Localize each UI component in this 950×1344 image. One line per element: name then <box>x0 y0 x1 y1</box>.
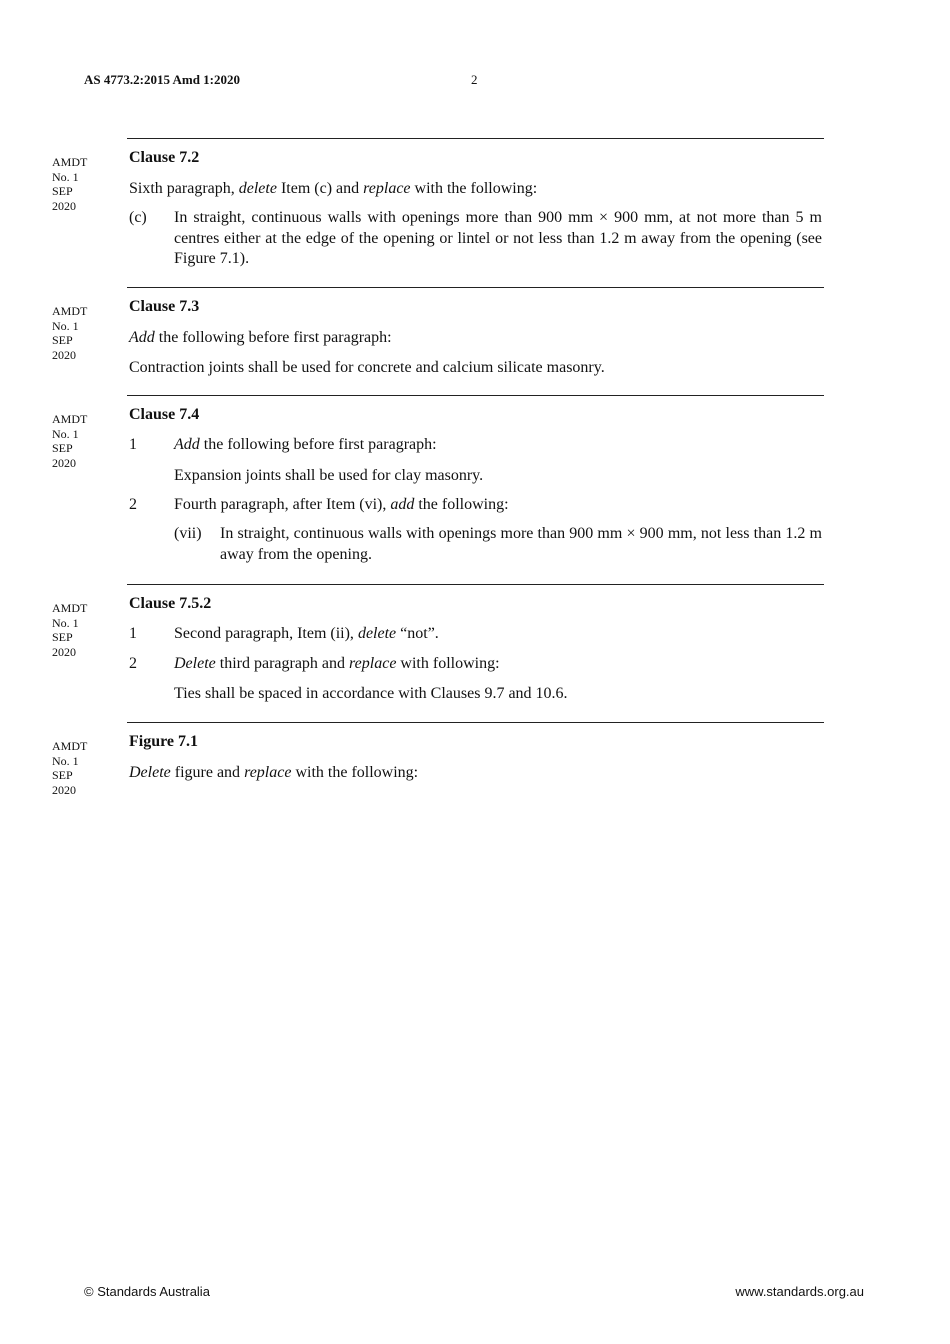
list-item: 1 Second paragraph, Item (ii), delete “not”. <box>129 625 439 642</box>
section-divider <box>127 584 824 585</box>
instruction-text: Sixth paragraph, delete Item (c) and replace with the following: <box>129 180 538 197</box>
list-item: 2 Delete third paragraph and replace with following: <box>129 654 500 672</box>
amendment-note: AMDT No. 1 SEP 2020 <box>52 155 88 213</box>
section-divider <box>127 722 824 723</box>
section-divider <box>127 395 824 396</box>
item-text: In straight, continuous walls with openings more than 900 mm × 900 mm, at not more than 5 m centres either at the edge of the opening or lintel or not less than 1.2 m away from the opening (see Figure 7.1). <box>174 209 822 267</box>
amendment-clause-7-3 <box>52 287 824 395</box>
item-label: (c) <box>129 209 147 226</box>
clause-heading: Clause 7.2 <box>129 149 200 166</box>
amendment-note: AMDT No. 1 SEP 2020 <box>52 601 88 659</box>
sub-list-item: (vii) In straight, continuous walls with openings more than 900 mm × 900 mm, not less than 1.2 m away from the opening. <box>174 525 822 563</box>
instruction-text: Add the following before first paragraph: <box>129 329 392 346</box>
amendment-clause-7-5-2 <box>52 584 824 722</box>
footer-copyright: © Standards Australia <box>84 1284 210 1299</box>
figure-heading: Figure 7.1 <box>129 733 199 750</box>
section-divider <box>127 138 824 139</box>
amendment-note: AMDT No. 1 SEP 2020 <box>52 412 88 470</box>
list-item: 2 Fourth paragraph, after Item (vi), add the following: <box>129 495 509 513</box>
amendment-clause-7-4 <box>52 395 824 585</box>
amendment-clause-7-2 <box>52 138 824 288</box>
page-number: 2 <box>471 72 478 87</box>
section-divider <box>127 287 824 288</box>
footer-website: www.standards.org.au <box>735 1284 864 1299</box>
amendment-note: AMDT No. 1 SEP 2020 <box>52 304 88 362</box>
body-text: Contraction joints shall be used for concrete and calcium silicate masonry. <box>129 359 605 376</box>
clause-heading: Clause 7.4 <box>129 406 200 423</box>
instruction-text: Delete figure and replace with the following: <box>129 764 419 781</box>
clause-heading: Clause 7.3 <box>129 298 200 315</box>
body-text: Ties shall be spaced in accordance with Clauses 9.7 and 10.6. <box>174 685 568 702</box>
document-code: AS 4773.2:2015 Amd 1:2020 <box>84 72 241 87</box>
clause-heading: Clause 7.5.2 <box>129 595 212 612</box>
list-item: 1 Add the following before first paragraph: <box>129 436 437 453</box>
body-text: Expansion joints shall be used for clay masonry. <box>174 466 484 484</box>
amendment-figure-7-1 <box>52 722 824 812</box>
amendment-note: AMDT No. 1 SEP 2020 <box>52 739 88 797</box>
list-item <box>129 208 822 270</box>
